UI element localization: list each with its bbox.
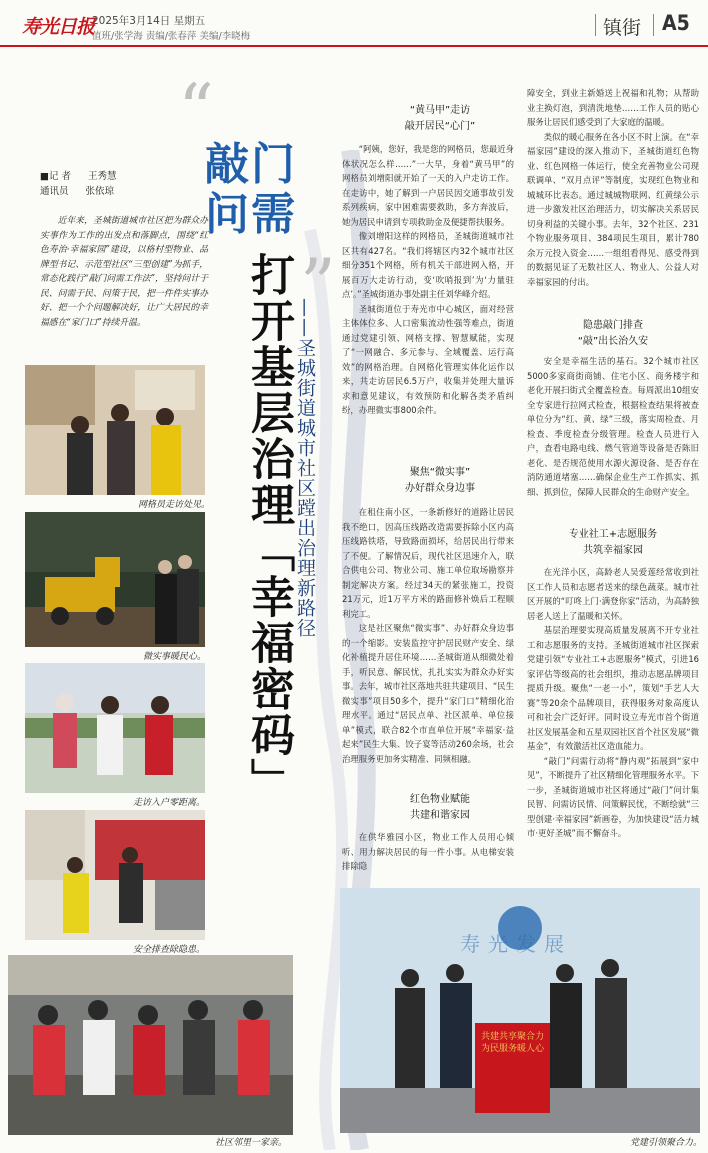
photo-micro-affairs (25, 512, 205, 647)
paragraph: 这是社区聚焦“微实事”、办好群众身边事的一个缩影。安装监控守护居民财产安全、绿化补植提升居住环境……圣城街道从细微处着手，听民意、解民忧，扎扎实实为群众办好实事。去年，城市社区落地共驻共建项目、“民生微实事”项目50多个，提升“家门口”精细化治理水平。通过“居民点单、社区派单、单位接单”模式，联合82个市直单位开展“幸福家·益起来”民生大集、饺子宴等活动260余场，社会治理服务更加务实精准、同频相融。 (342, 623, 514, 764)
subhead-line-1: 隐患敲门排查 (583, 320, 643, 331)
paragraph: 安全是幸福生活的基石。32个城市社区5000多家商街商铺、住宅小区、商务楼宇和老化开展扫街式全覆盖检查。每周派出10组安全专家进行拉网式检查，根据检查结果将被查单位分为“红、黄、绿”三级，落实周检查、月检查、季度检查分级管理。检查人员进行入户，查看电路电线、燃气管道等设备是否陈旧老化、是否规范使用水源火源设备、是否存在消防通道堵塞……确保企业生产工作抓实、抓细、抓到位，保障人民群众的生命财产安全。 (527, 356, 699, 497)
photo-caption: 微实事暖民心。 (143, 652, 207, 662)
photo-safety-check (25, 810, 205, 940)
subhead-line-2: 共建和谐家园 (410, 810, 470, 821)
subhead-yellow-vest (380, 103, 500, 135)
byline-correspondent (40, 183, 114, 197)
subhead-micro-affairs (380, 465, 500, 497)
article-column-3c (527, 565, 699, 841)
page-number: A5 (662, 11, 690, 35)
paragraph: 在供华雅园小区，物业工作人员用心倾听、用力解决居民的每一件小事。从电梯安装排除隐 (342, 832, 514, 871)
headline-sub-title: ——圣城街道城市社区蹚出治理新路径 (294, 298, 316, 638)
headline-main-title: 打开基层治理「幸福密码」 (243, 252, 294, 804)
subhead-line-2: 办好群众身边事 (405, 483, 475, 494)
article-column-2b (342, 505, 514, 766)
page-header (0, 0, 708, 44)
masthead-logo: 寿光日报 (22, 16, 95, 38)
header-divider (595, 14, 596, 36)
photo-caption: 社区邻里一家亲。 (215, 1138, 288, 1148)
subhead-hazard-check (553, 318, 673, 350)
article-column-3a (527, 86, 699, 289)
photo-grid-worker-visit (25, 365, 205, 495)
photo-neighborhood-event (8, 955, 293, 1135)
photo-caption: 走访入户零距离。 (133, 798, 206, 808)
correspondent-name: 张依琼 (85, 186, 115, 197)
banner-text (481, 1031, 544, 1055)
section-name: 镇街 (603, 17, 642, 39)
headline-top-title (205, 140, 301, 240)
paragraph: “阿姨，您好，我是您的网格员，您最近身体状况怎么样……”一大早，身着“黄马甲”的网格员刘增阳就开始了一天的入户走访工作。在走访中，她了解到一户居民因交通事故引发系列疾病，家中困难需要救助，多方奔波后，她为居民申请到专项救助金及便捷帮扶服务。 (342, 144, 514, 227)
reporter-name: 王秀慧 (88, 171, 117, 182)
correspondent-label: 通讯员 (40, 186, 69, 197)
article-column-3b (527, 354, 699, 499)
photo-door-visit (25, 663, 205, 793)
subhead-social-work (540, 527, 686, 559)
quote-mark-close: ” (300, 244, 336, 326)
photo-party-building-banner (340, 888, 700, 1133)
article-column-2c (342, 830, 514, 874)
banner-line-2: 为民服务暖人心 (481, 1044, 545, 1054)
subhead-red-property (380, 792, 500, 824)
photo-caption: 安全排查除隐患。 (133, 945, 206, 955)
header-rule (0, 45, 708, 47)
intro-paragraph: 近年来，圣城街道城市社区把为群众办实事作为工作的出发点和落脚点，围绕“红色寿治·幸福家园”建设，以格村型物业、品牌型书记、示范型社区“三型创建”为抓手，常态化践行“敲门问需工作法”，坚持问计于民、问需于民、问策于民，把一件件实事办好、把一个个问题解决好，让广大居民的幸福感在“家门口”持续升温。 (40, 216, 208, 328)
paragraph: 基层治理要实现高质量发展离不开专业社工和志愿服务的支持。圣城街道城市社区探索党建引领“专业社工+志愿服务”模式，引进16家评估等级高的社会组织，推动志愿品牌项目提质升级。聚焦“一老一小”，策划“手艺人大赛”等20余个品牌项目，获得服务对象高度认可和社会广泛好评。同时设立寿光市首个街道社区发展基金和五星双园社区首个社区发展“微基金”，有效激活社区造血能力。 (527, 625, 699, 751)
headline-top-title-text: 敲门问需 (205, 139, 297, 240)
subhead-line-2: 敲开居民“心门” (404, 121, 476, 132)
subhead-line-1: “黄马甲”走访 (409, 105, 471, 116)
paragraph: 类似的暖心服务在各小区不时上演。在“幸福家园”建设的深入推动下，圣城街道红色物业、红色网格一体运行，使全充善物业公司现联调单、“双月点评”等制度，实现红色物业和城城环比表态。通过城城物联网、红黄绿公示进一步激发社区治理活力，切实解决关系居民切身利益的关键小事。去年，32个社区、231个物业服务项目、384项民生项目，累计780余万元投入资金……一组组看得见、感受得到的数据见证了无数社区人、物业人、公益人对幸福家园的付出。 (527, 131, 699, 287)
article-column-2a (342, 142, 514, 418)
paragraph: 障安全，到业主新婚送上祝福和礼物；从帮助业主换灯泡，到清洗地垫……工作人员的贴心服务让居民们感受到了大家庭的温暖。 (527, 88, 699, 127)
quote-mark-open: “ (178, 69, 214, 151)
backdrop-text: 寿光发展 (460, 932, 572, 956)
editor-credits: 值班/张学海 责编/张春萍 美编/李晓梅 (92, 31, 251, 42)
photo-caption: 网格员走访处见。 (138, 500, 211, 510)
subhead-line-1: 专业社工+志愿服务 (568, 529, 658, 540)
byline-reporter (40, 168, 117, 182)
paragraph: “敲门”问需行动将“静内观”拓展到“家中见”，不断提升了社区精细化管理服务水平。下一步，圣城街道城市社区将通过“敲门”问计集民智、问需访民情、问策解民忧，不断绘就“三型创建·幸福家园”新画卷，为加快建设“活力城市·更好圣城”而不懈奋斗。 (527, 755, 699, 838)
paragraph: 在租住南小区，一条新修好的道路让居民我不绝口，因高压线路改造需要拆除小区内高压线路铁塔，导致路面损坏，给居民出行带来了不便。了解情况后，现代社区迅速介入，联合供电公司、物业公司、施工单位取场勘察并制定解决方案。经过34天的紧张施工，投资21万元，近1万平方米的路面修补焕后工程顺利完工。 (342, 507, 514, 619)
photo-caption: 党建引领聚合力。 (630, 1138, 703, 1148)
paragraph: 像刘增阳这样的网格员，圣城街道城市社区共有427名。“我们将辖区内32个城市社区细分351个网格，所有机关干部进网入格，开展百万大走访行动，变‘吹哨报到’为‘力量驻点’。”圣城街道办事处副主任刘华峰介绍。 (342, 231, 514, 299)
paragraph: 在光洋小区，高龄老人吴爱莲经常收到社区工作人员和志愿者送来的绿色蔬菜。城市社区开展的“叮咚上门·满登你家”活动，为高龄独居老人送上了温暖和关怀。 (527, 567, 699, 621)
subhead-line-1: 红色物业赋能 (410, 794, 470, 805)
subhead-line-1: 聚焦“微实事” (409, 467, 471, 478)
subhead-line-2: “敲”出长治久安 (577, 336, 649, 347)
paragraph: 圣城街道位于寿光市中心城区，面对经营主体体位多、人口密集流动性强等难点，街道通过党建引领、网格支撑、智慧赋能，实现了“一网融合、多元参与、全域覆盖、运行高效”的网格治理。自网格化管理实体化运作以来，共走访居民6.5万户，收集并处理大量诉求和意见建议，有效预防和化解各类矛盾纠纷，办理微实事800余件。 (342, 303, 514, 415)
reporter-label: ■记 者 (40, 171, 71, 182)
banner-line-1: 共建共享聚合力 (481, 1032, 545, 1042)
issue-date: 2025年3月14日 星期五 (92, 15, 206, 27)
header-divider (653, 14, 654, 36)
subhead-line-2: 共筑幸福家园 (583, 545, 643, 556)
